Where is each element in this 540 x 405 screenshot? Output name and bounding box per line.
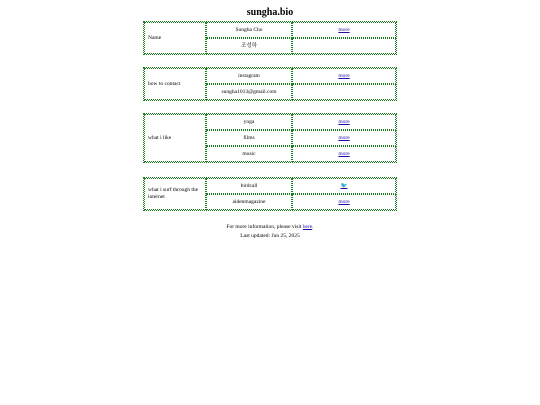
more-link-name[interactable]: more <box>338 26 350 33</box>
item-music: music <box>206 146 292 162</box>
section-label: Name <box>144 22 206 54</box>
item-birdcall: birdcall <box>206 178 292 194</box>
page-title: sungha.bio <box>246 7 294 18</box>
item-yoga: yoga <box>206 114 292 130</box>
contact-section <box>143 67 397 101</box>
table-row <box>144 68 396 84</box>
table-row <box>144 178 396 194</box>
item-sungha-cho: Sungha Cho <box>206 22 292 38</box>
name-section <box>143 21 397 55</box>
item-films: films <box>206 130 292 146</box>
footer-info-suffix: . <box>312 224 314 230</box>
more-link-music[interactable]: more <box>338 150 350 157</box>
item-korean-name: 조성하 <box>206 38 292 54</box>
table-row <box>144 22 396 38</box>
more-link-films[interactable]: more <box>338 134 350 141</box>
more-link-instagram[interactable]: more <box>338 72 350 79</box>
empty-link-cell <box>292 38 396 54</box>
surf-section <box>143 177 397 211</box>
more-link-aidenmagazine[interactable]: more <box>338 198 350 205</box>
section-label: what i surf through the internet <box>144 178 206 210</box>
item-email: sungha1013@gmail.com <box>206 84 292 100</box>
last-updated: Last updated: Jun 25, 2025 <box>240 233 300 239</box>
section-label: what i like <box>144 114 206 162</box>
footer-info-text: For more information, please visit <box>226 224 303 230</box>
likes-section <box>143 113 397 163</box>
empty-link-cell <box>292 84 396 100</box>
footer-info <box>0 224 540 231</box>
section-label: how to contact <box>144 68 206 100</box>
item-aidenmagazine: aidenmagazine <box>206 194 292 210</box>
more-link-yoga[interactable]: more <box>338 118 350 125</box>
item-instagram: instagram <box>206 68 292 84</box>
bird-icon-link[interactable]: 🐦 <box>340 182 348 189</box>
table-row <box>144 114 396 130</box>
here-link[interactable]: here <box>302 224 313 230</box>
